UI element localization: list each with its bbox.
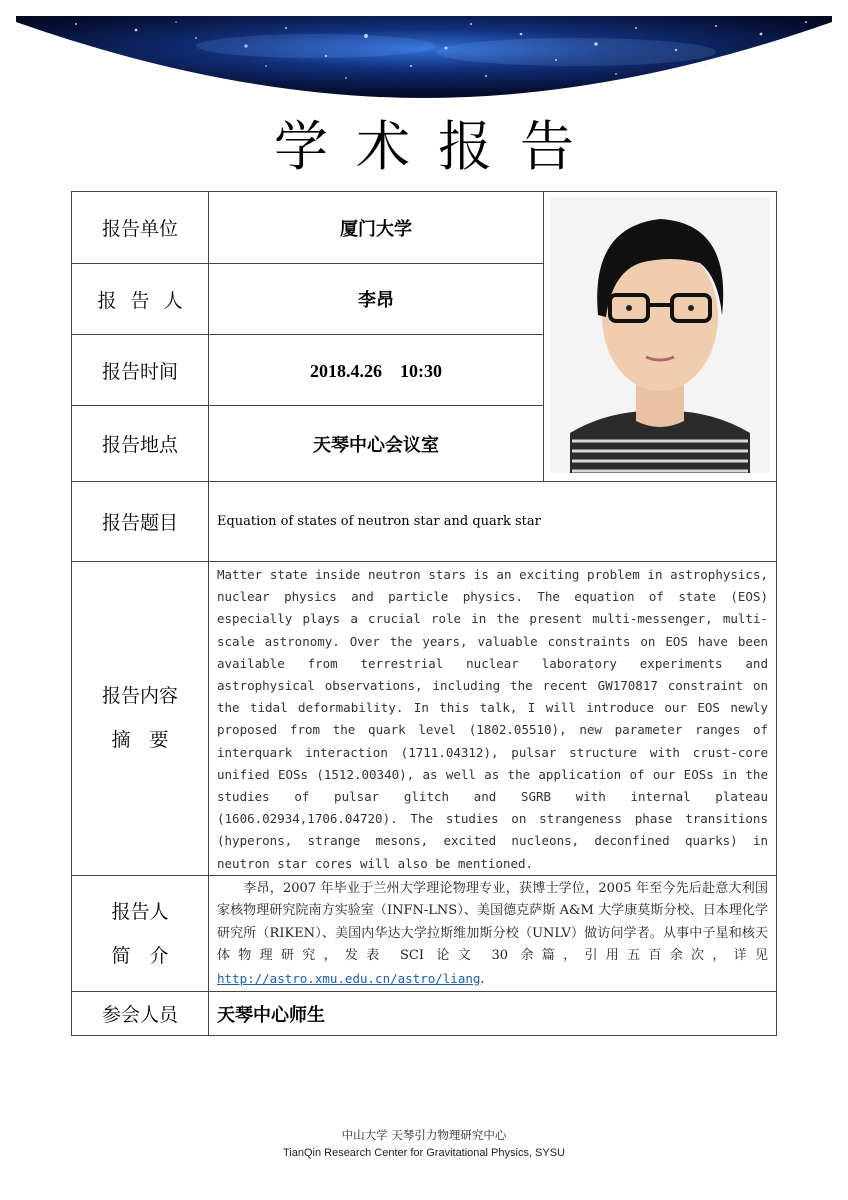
starry-sky-banner [16,16,832,98]
footer-institution-en: TianQin Research Center for Gravitational Physics, SYSU [282,1147,566,1159]
bio-label [72,875,209,992]
time-label: 报告时间 [72,335,209,406]
attendees-label: 参会人员 [72,992,209,1036]
speaker-value: 李昂 [209,264,544,335]
bio-homepage-link[interactable]: http://astro.xmu.edu.cn/astro/liang [217,970,481,986]
abstract-text: Matter state inside neutron stars is an exciting problem in astrophysics, nuclear physics and particle physics. The equation of state (EOS) especially plays a crucial role in the present multi-messenger, multi-scale astronomy. Over the years, valuable constraints on EOS have been available from terrestrial nuclear laboratory experiments and astrophysical observations, including the recent GW170817 constraint on the tidal deformability. In this talk, I will introduce our EOS newly proposed from the quark level (1802.05510), new parameter ranges of interquark interaction (1711.04312), pulsar structure with crust-core unified EOSs (1512.00340), as well as the application of our EOSs in the studies of pulsar glitch and SGRB with internal plateau (1606.02934,1706.04720). The studies on strangeness phase transitions (hyperons, strange mesons, excited nucleons, deconfined quarks) in neutron star cores will also be mentioned. [209,562,777,876]
place-value: 天琴中心会议室 [209,406,544,482]
bio-text-cell [209,875,777,992]
topic-value: Equation of states of neutron star and quark star [209,482,777,562]
bio-label-line2: 简 介 [111,944,169,967]
speaker-label: 报告人 [72,264,209,335]
speaker-photo [550,197,770,473]
abstract-label [72,562,209,876]
unit-label: 报告单位 [72,192,209,264]
topic-label: 报告题目 [72,482,209,562]
place-label: 报告地点 [72,406,209,482]
attendees-value: 天琴中心师生 [209,992,777,1036]
footer-institution-cn: 中山大学 天琴引力物理研究中心 [341,1128,507,1142]
time-value: 2018.4.26 10:30 [209,335,544,406]
bio-text: 李昂，2007 年毕业于兰州大学理论物理专业，获博士学位，2005 年至今先后赴意大利国家核物理研究院南方实验室（INFN-LNS）、美国德克萨斯 A&M 大学康莫斯分校、日本理化学研究所（RIKEN）、美国内华达大学拉斯维加斯分校（UNLV）做访问学者。从事中子星和核天体物理研究，发表 SCI 论文 30 余篇，引用五百余次，详见 [217,880,768,964]
abstract-label-line1: 报告内容 [101,685,178,708]
bio-label-line1: 报告人 [111,900,169,923]
report-info-table [71,191,777,1036]
footer [0,1126,848,1162]
speaker-photo-cell [544,192,777,482]
bio-end: . [480,971,485,987]
page-title: 学术报告 [274,115,602,178]
abstract-label-line2: 摘 要 [111,729,169,752]
unit-value: 厦门大学 [209,192,544,264]
